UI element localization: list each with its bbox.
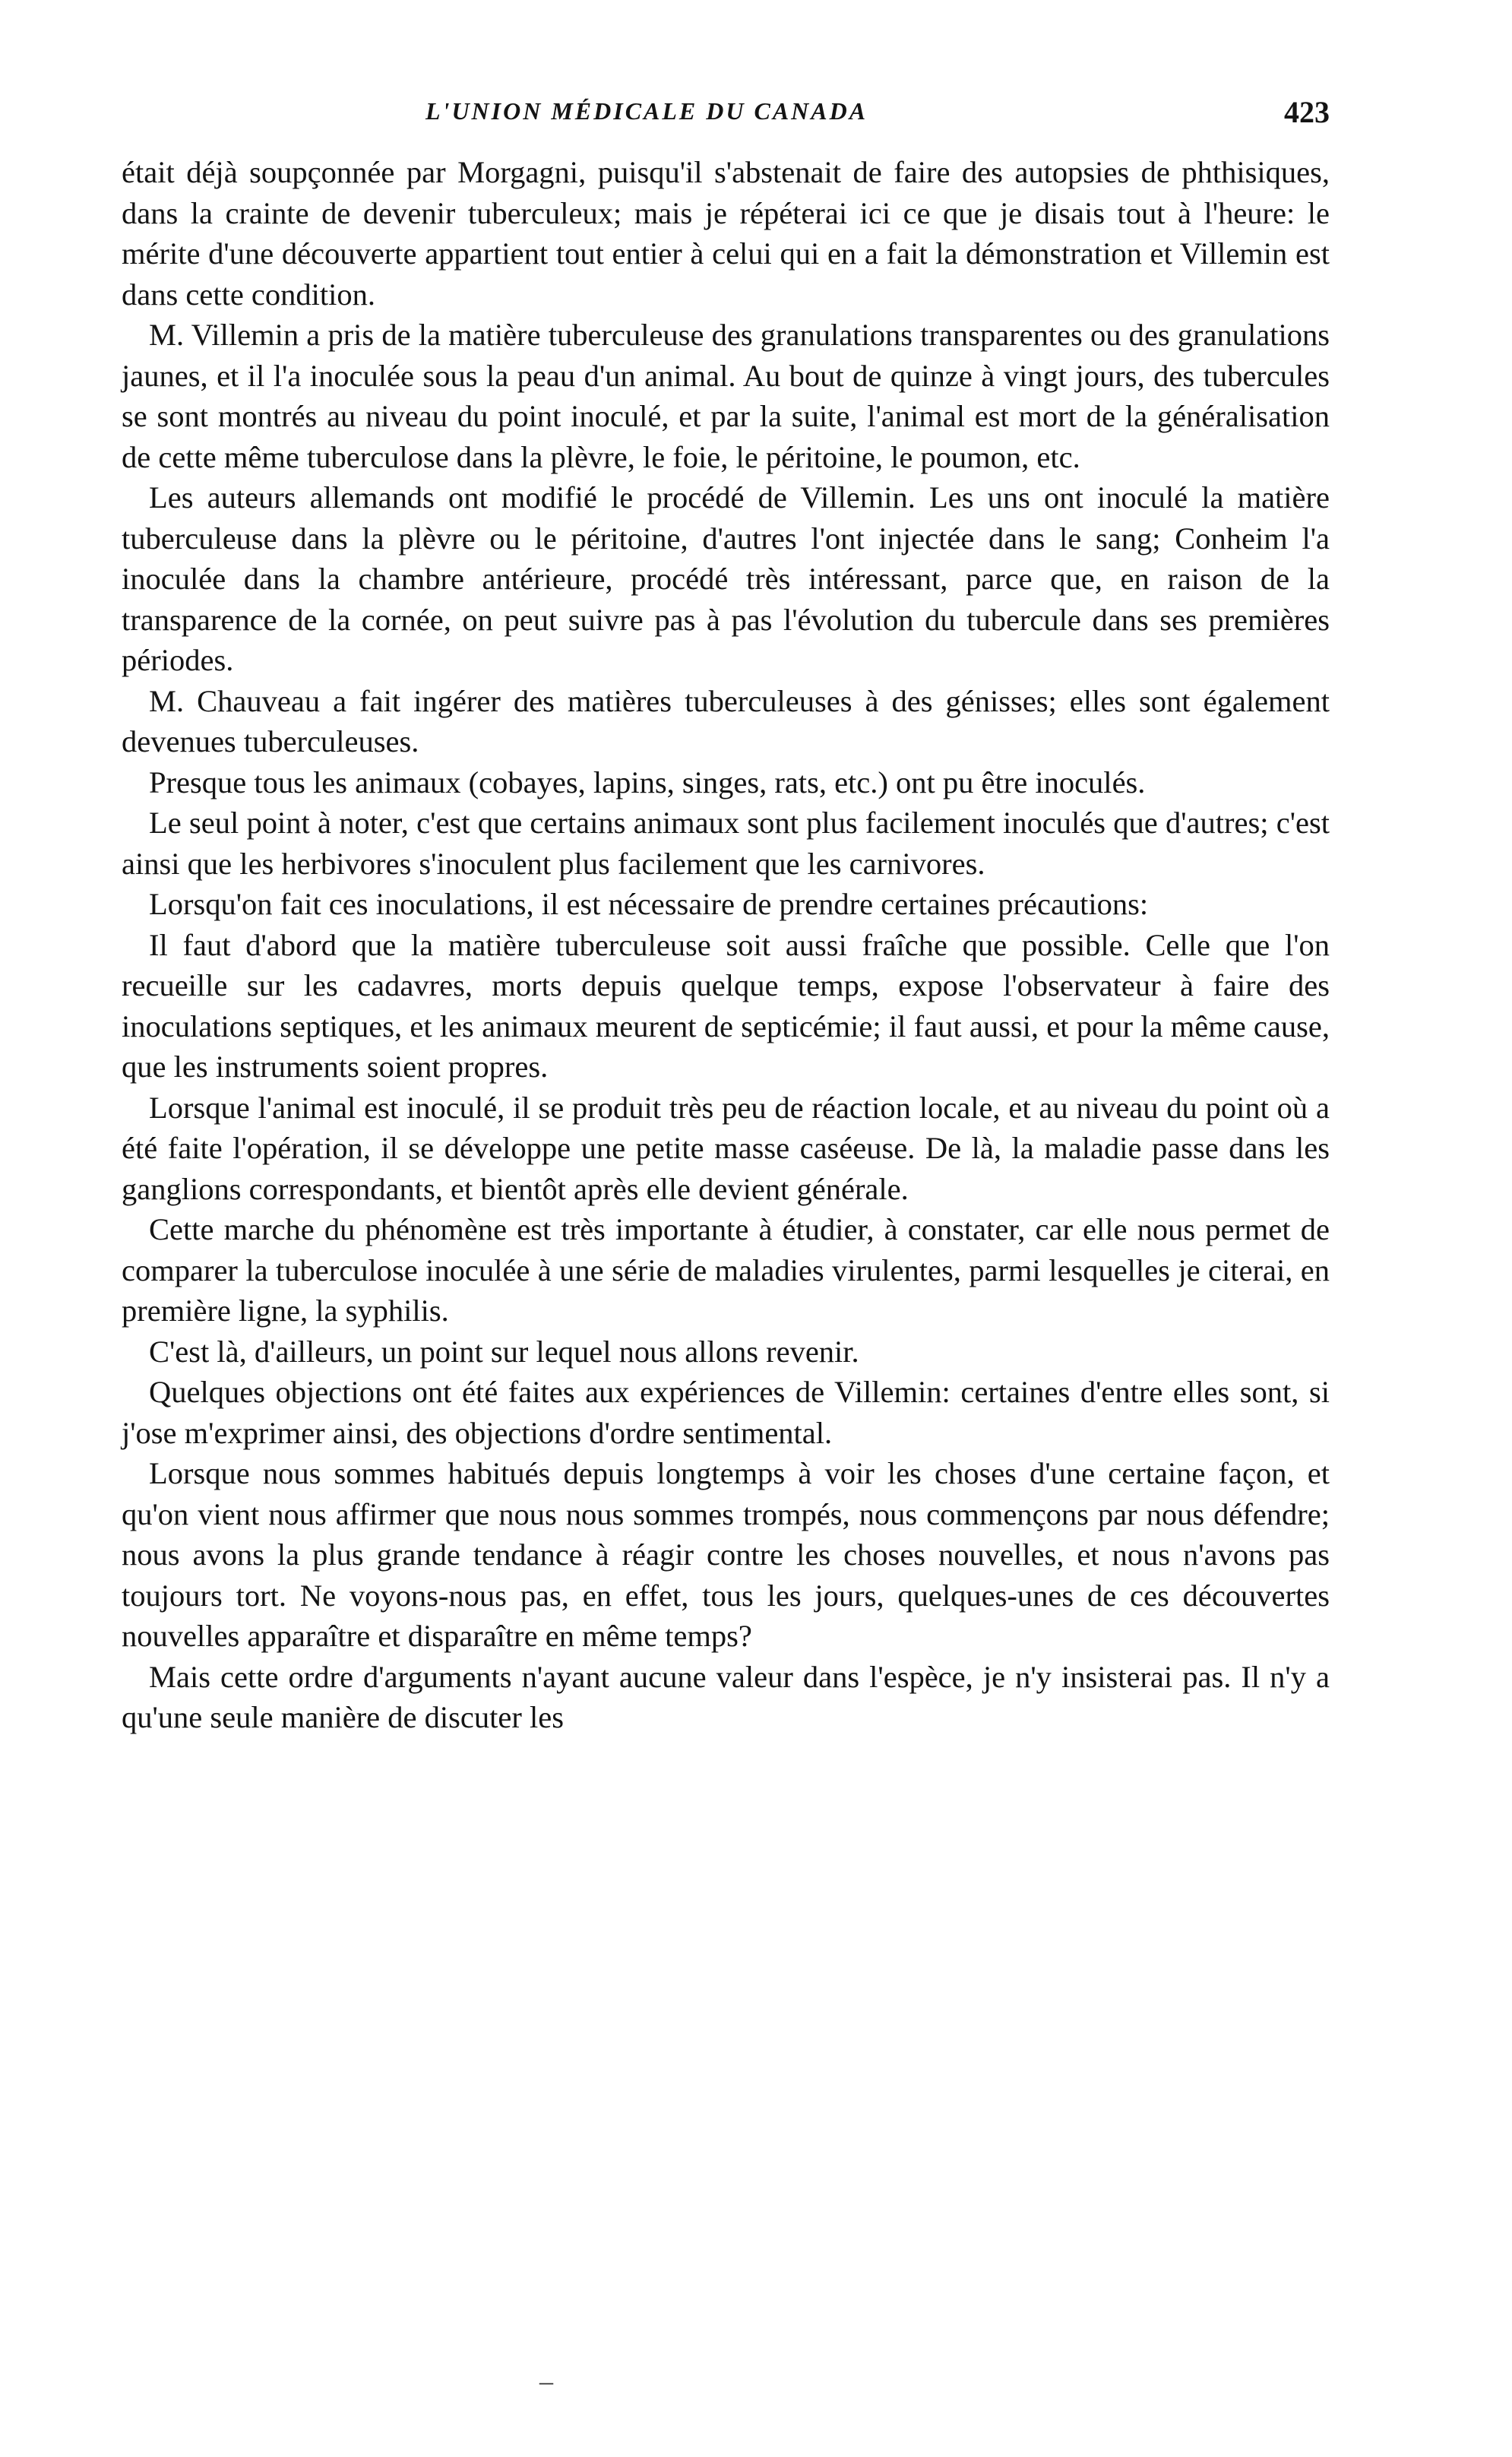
- paragraph: C'est là, d'ailleurs, un point sur lequel nous allons revenir.: [149, 1334, 859, 1369]
- paragraph: était déjà soupçonnée par Morgagni, puisqu'il s'abstenait de faire des autopsies de phthisiques, dans la crainte de devenir tuberculeux; mais je répéterai ici ce que je disais tout à l'heure: le mérite d'une découverte appartient tout entier à celui qui en a fait la démonstration et Villemin est dans cette condition.: [122, 155, 1330, 312]
- paragraph: M. Chauveau a fait ingérer des matières tuberculeuses à des génisses; elles sont également devenues tuberculeuses.: [122, 683, 1330, 758]
- paragraph: Quelques objections ont été faites aux expériences de Villemin: certaines d'entre elles sont, si j'ose m'exprimer ainsi, des objections d'ordre sentimental.: [122, 1375, 1330, 1450]
- body-text: [122, 152, 1330, 1738]
- running-head: L'UNION MÉDICALE DU CANADA: [425, 97, 868, 125]
- paragraph: Lorsque l'animal est inoculé, il se produit très peu de réaction locale, et au niveau du point où a été faite l'opération, il se développe une petite masse caséeuse. De là, la maladie passe dans les ganglions correspondants, et bientôt après elle devient générale.: [122, 1090, 1330, 1206]
- page-header: [122, 91, 1330, 144]
- paragraph: Presque tous les animaux (cobayes, lapins, singes, rats, etc.) ont pu être inoculés.: [149, 765, 1146, 799]
- paragraph: Cette marche du phénomène est très importante à étudier, à constater, car elle nous permet de comparer la tuberculose inoculée à une série de maladies virulentes, parmi lesquelles je citerai, en première ligne, la syphilis.: [122, 1212, 1330, 1328]
- document-page: [122, 91, 1330, 2432]
- paragraph: Lorsque nous sommes habitués depuis longtemps à voir les choses d'une certaine façon, et qu'on vient nous affirmer que nous nous sommes trompés, nous commençons par nous défendre; nous avons la plus grande tendance à réagir contre les choses nouvelles, et nous n'avons pas toujours tort. Ne voyons-nous pas, en effet, tous les jours, quelques-unes de ces découvertes nouvelles apparaître et disparaître en même temps?: [122, 1456, 1330, 1653]
- footer-mark: –: [539, 2366, 553, 2396]
- paragraph: Il faut d'abord que la matière tuberculeuse soit aussi fraîche que possible. Celle que l'on recueille sur les cadavres, morts depuis quelque temps, expose l'observateur à faire des inoculations septiques, et les animaux meurent de septicémie; il faut aussi, et pour la même cause, que les instruments soient propres.: [122, 927, 1330, 1084]
- paragraph: Le seul point à noter, c'est que certains animaux sont plus facilement inoculés que d'autres; c'est ainsi que les herbivores s'inoculent plus facilement que les carnivores.: [122, 806, 1330, 881]
- paragraph: Les auteurs allemands ont modifié le procédé de Villemin. Les uns ont inoculé la matière tuberculeuse dans la plèvre ou le péritoine, d'autres l'ont injectée dans le sang; Conheim l'a inoculée dans la chambre antérieure, procédé très intéressant, parce que, en raison de la transparence de la cornée, on peut suivre pas à pas l'évolution du tubercule dans ses premières périodes.: [122, 480, 1330, 677]
- page-number: 423: [1284, 95, 1330, 129]
- paragraph: Lorsqu'on fait ces inoculations, il est nécessaire de prendre certaines précautions:: [149, 887, 1149, 921]
- paragraph: M. Villemin a pris de la matière tuberculeuse des granulations transparentes ou des granulations jaunes, et il l'a inoculée sous la peau d'un animal. Au bout de quinze à vingt jours, des tubercules se sont montrés au niveau du point inoculé, et par la suite, l'animal est mort de la généralisation de cette même tuberculose dans la plèvre, le foie, le péritoine, le poumon, etc.: [122, 318, 1330, 474]
- paragraph: Mais cette ordre d'arguments n'ayant aucune valeur dans l'espèce, je n'y insisterai pas. Il n'y a qu'une seule manière de discuter les: [122, 1659, 1330, 1734]
